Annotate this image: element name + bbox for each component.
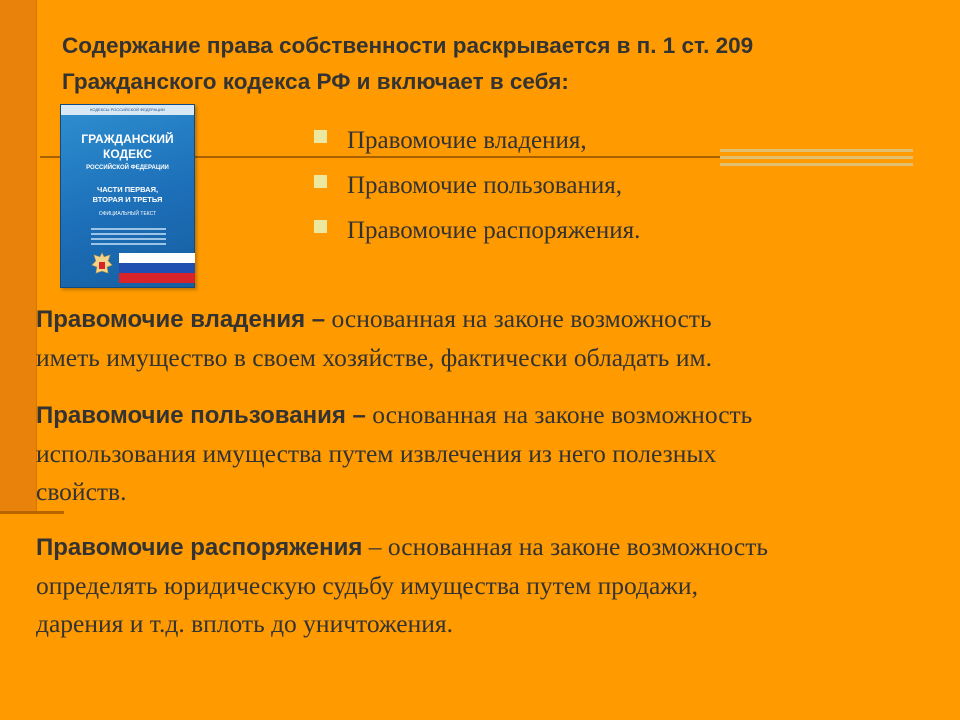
list-item	[312, 118, 640, 163]
definition-line: использования имущества путем извлечения из него полезных	[36, 439, 717, 468]
book-title-line2: КОДЕКС	[103, 147, 152, 161]
book-fine-print	[91, 225, 166, 248]
definition-line: определять юридическую судьбу имущества путем продажи,	[36, 571, 698, 600]
civil-code-book-image	[60, 104, 195, 288]
definition-use	[36, 396, 941, 511]
definition-line: основанная на законе возможность	[325, 304, 712, 333]
definition-disposal	[36, 528, 941, 643]
bullet-square-icon	[314, 130, 327, 143]
coat-of-arms-icon	[91, 251, 113, 279]
list-item-text: Правомочие пользования,	[347, 172, 623, 199]
book-subtitle: РОССИЙСКОЙ ФЕДЕРАЦИИ	[86, 165, 169, 171]
book-parts	[61, 185, 194, 205]
list-item-text: Правомочие распоряжения.	[347, 217, 641, 244]
slide-title-line2: Гражданского кодекса РФ и включает в себя:	[62, 69, 569, 94]
definition-term: Правомочие распоряжения	[36, 534, 363, 561]
definition-line: иметь имущество в своем хозяйстве, фактически обладать им.	[36, 343, 712, 372]
book-topbar: КОДЕКСЫ РОССИЙСКОЙ ФЕДЕРАЦИИ	[61, 105, 194, 115]
left-decorative-band	[0, 0, 37, 512]
definition-possession	[36, 300, 941, 377]
slide-title	[62, 28, 942, 100]
definition-term: Правомочие владения –	[36, 306, 326, 333]
list-item	[312, 208, 640, 253]
rights-list	[312, 118, 640, 253]
decorative-stripes	[720, 148, 913, 166]
book-official-text: ОФИЦИАЛЬНЫЙ ТЕКСТ	[98, 211, 157, 217]
bullet-square-icon	[314, 220, 327, 233]
definition-line: основанная на законе возможность	[365, 400, 753, 429]
bullet-square-icon	[314, 175, 327, 188]
book-title-line1: ГРАЖДАНСКИЙ	[81, 132, 174, 146]
book-title	[61, 132, 194, 162]
list-item	[312, 163, 640, 208]
definition-term: Правомочие пользования –	[36, 402, 366, 429]
book-parts-line1: ЧАСТИ ПЕРВАЯ,	[96, 185, 159, 194]
band-divider-line	[0, 511, 64, 514]
definition-line: дарения и т.д. вплоть до уничтожения.	[36, 609, 453, 638]
russian-flag-icon	[119, 253, 195, 283]
book-parts-line2: ВТОРАЯ И ТРЕТЬЯ	[92, 195, 163, 204]
slide-title-line1: Содержание права собственности раскрывается в п. 1 ст. 209	[62, 33, 754, 58]
list-item-text: Правомочие владения,	[347, 127, 587, 154]
definition-line: свойств.	[36, 477, 127, 506]
definition-line: – основанная на законе возможность	[362, 532, 768, 561]
